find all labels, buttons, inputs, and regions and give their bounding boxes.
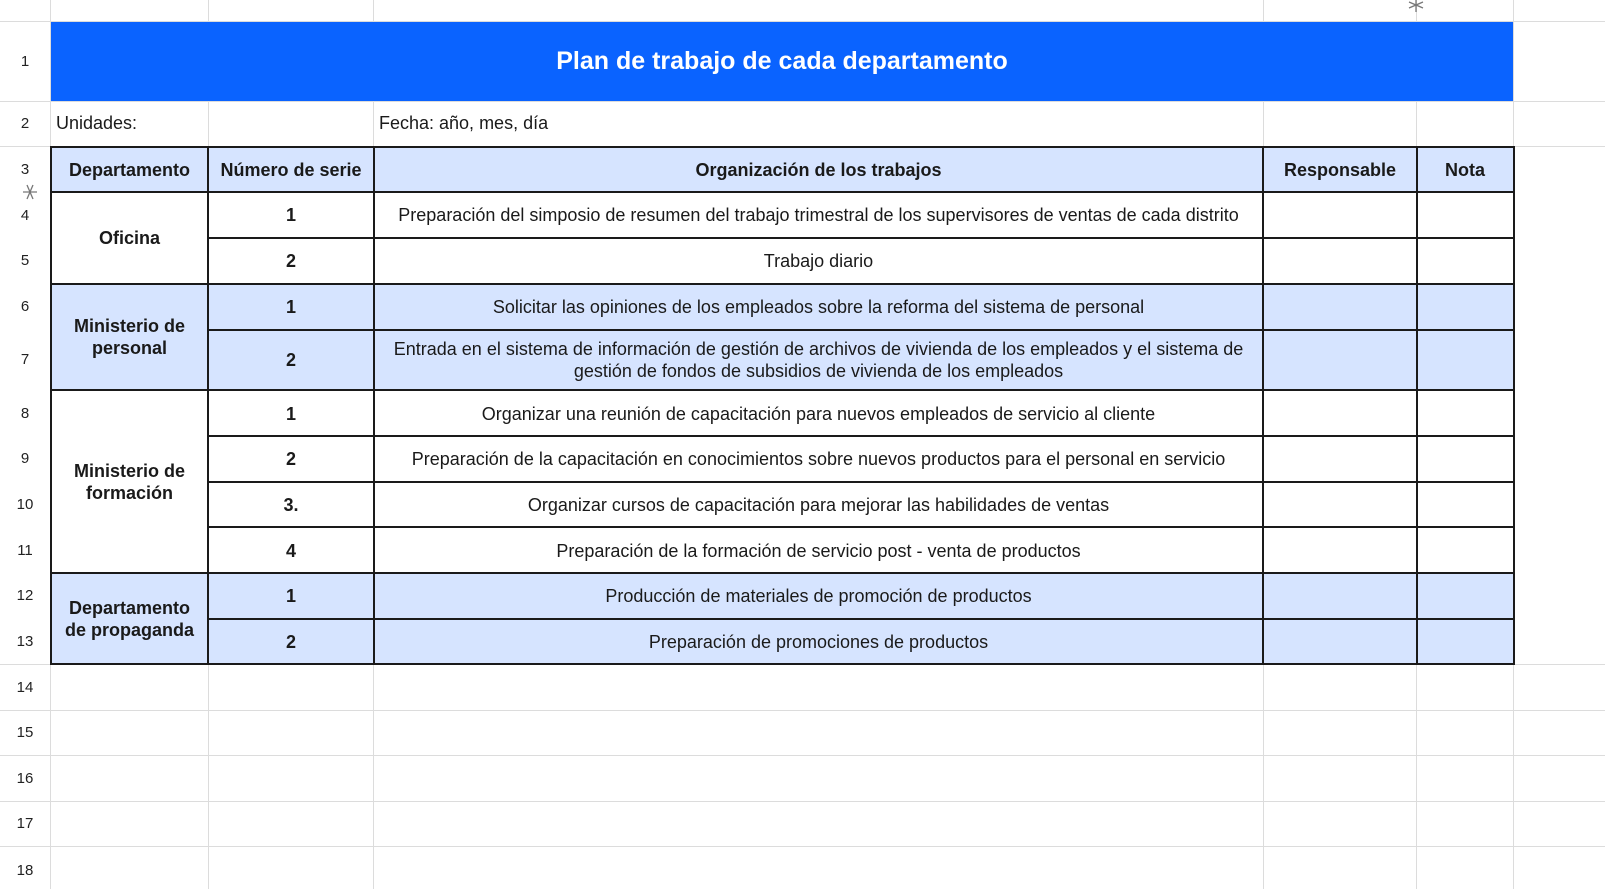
row-resize-icon[interactable]	[20, 182, 40, 202]
responsable-cell[interactable]	[1264, 482, 1416, 527]
row-number[interactable]: 5	[20, 252, 30, 269]
task-cell[interactable]: Trabajo diario	[763, 250, 874, 271]
row-number[interactable]: 13	[16, 632, 34, 650]
row-number[interactable]: 6	[20, 297, 30, 315]
responsable-cell[interactable]	[1264, 193, 1416, 237]
task-cell[interactable]: Organizar cursos de capacitación para mejorar las habilidades de ventas	[527, 494, 1110, 515]
row-number[interactable]: 11	[17, 541, 33, 559]
serial-number-cell[interactable]: 4	[285, 540, 296, 561]
nota-cell[interactable]	[1417, 482, 1513, 527]
task-cell[interactable]: Preparación de la capacitación en conocimientos sobre nuevos productos para el personal en servicio	[411, 449, 1226, 469]
responsable-cell[interactable]	[1264, 574, 1416, 618]
serial-number-cell[interactable]: 2	[285, 250, 296, 271]
row-number[interactable]: 9	[20, 450, 30, 467]
serial-number-cell[interactable]: 1	[285, 403, 296, 424]
department-cell[interactable]: Oficina	[98, 228, 160, 248]
task-cell[interactable]: Preparación del simposio de resumen del trabajo trimestral de los supervisores de ventas de cada distrito	[398, 205, 1239, 225]
row-number[interactable]: 14	[16, 678, 34, 696]
row-number[interactable]: 10	[16, 495, 34, 513]
task-cell[interactable]: Solicitar las opiniones de los empleados sobre la reforma del sistema de personal	[374, 284, 1263, 329]
nota-cell[interactable]	[1417, 574, 1513, 618]
header-organizacion[interactable]: Organización de los trabajos	[374, 147, 1263, 192]
row-number[interactable]: 7	[20, 351, 30, 368]
header-departamento[interactable]: Departamento	[51, 147, 208, 192]
serial-number-cell[interactable]: 1	[209, 284, 373, 329]
nota-cell[interactable]	[1417, 238, 1513, 283]
responsable-cell[interactable]	[1264, 528, 1416, 573]
row-number[interactable]: 1	[20, 53, 30, 70]
department-cell[interactable]: Ministerio de formación	[73, 461, 185, 503]
header-nota[interactable]: Nota	[1417, 147, 1513, 192]
units-label[interactable]: Unidades:	[56, 113, 138, 133]
row-number[interactable]: 16	[16, 769, 34, 787]
serial-number-cell[interactable]: 1	[285, 205, 296, 225]
row-number[interactable]: 2	[20, 115, 30, 132]
nota-cell[interactable]	[1417, 619, 1513, 664]
responsable-cell[interactable]	[1264, 238, 1416, 283]
column-header-strip	[0, 0, 1605, 22]
responsable-cell[interactable]	[1264, 284, 1416, 329]
column-resize-icon[interactable]	[1406, 0, 1426, 15]
sheet-title[interactable]: Plan de trabajo de cada departamento	[51, 22, 1513, 101]
row-number[interactable]: 17	[16, 815, 34, 832]
nota-cell[interactable]	[1417, 437, 1513, 481]
nota-cell[interactable]	[1417, 528, 1513, 573]
serial-number-cell[interactable]: 2	[209, 619, 373, 664]
nota-cell[interactable]	[1417, 391, 1513, 436]
department-cell[interactable]: Departamento de propaganda	[51, 574, 208, 664]
row-number[interactable]: 3	[20, 160, 30, 178]
row-number[interactable]: 8	[20, 404, 30, 422]
nota-cell[interactable]	[1417, 330, 1513, 390]
nota-cell[interactable]	[1417, 284, 1513, 329]
task-cell[interactable]: Organizar una reunión de capacitación para nuevos empleados de servicio al cliente	[481, 403, 1156, 424]
serial-number-cell[interactable]: 1	[209, 574, 373, 618]
responsable-cell[interactable]	[1264, 619, 1416, 664]
task-cell[interactable]: Producción de materiales de promoción de productos	[374, 574, 1263, 618]
department-cell[interactable]: Ministerio de personal	[51, 284, 208, 390]
task-cell[interactable]: Preparación de la formación de servicio post - venta de productos	[556, 540, 1081, 561]
responsable-cell[interactable]	[1264, 330, 1416, 390]
row-number[interactable]: 4	[20, 206, 30, 224]
header-responsable[interactable]: Responsable	[1264, 147, 1416, 192]
date-label[interactable]: Fecha: año, mes, día	[379, 113, 549, 133]
header-numero-serie[interactable]: Número de serie	[209, 147, 373, 192]
serial-number-cell[interactable]: 3.	[283, 494, 299, 515]
row-number[interactable]: 18	[16, 861, 34, 879]
nota-cell[interactable]	[1417, 193, 1513, 237]
task-cell[interactable]: Entrada en el sistema de información de gestión de archivos de vivienda de los empleados y el sistema de gestión de fondos de subsidios de vivienda de los empleados	[374, 330, 1263, 390]
serial-number-cell[interactable]: 2	[285, 449, 296, 469]
responsable-cell[interactable]	[1264, 391, 1416, 436]
row-number[interactable]: 15	[16, 724, 34, 741]
task-cell[interactable]: Preparación de promociones de productos	[374, 619, 1263, 664]
responsable-cell[interactable]	[1264, 437, 1416, 481]
serial-number-cell[interactable]: 2	[209, 330, 373, 390]
row-number[interactable]: 12	[16, 587, 34, 604]
